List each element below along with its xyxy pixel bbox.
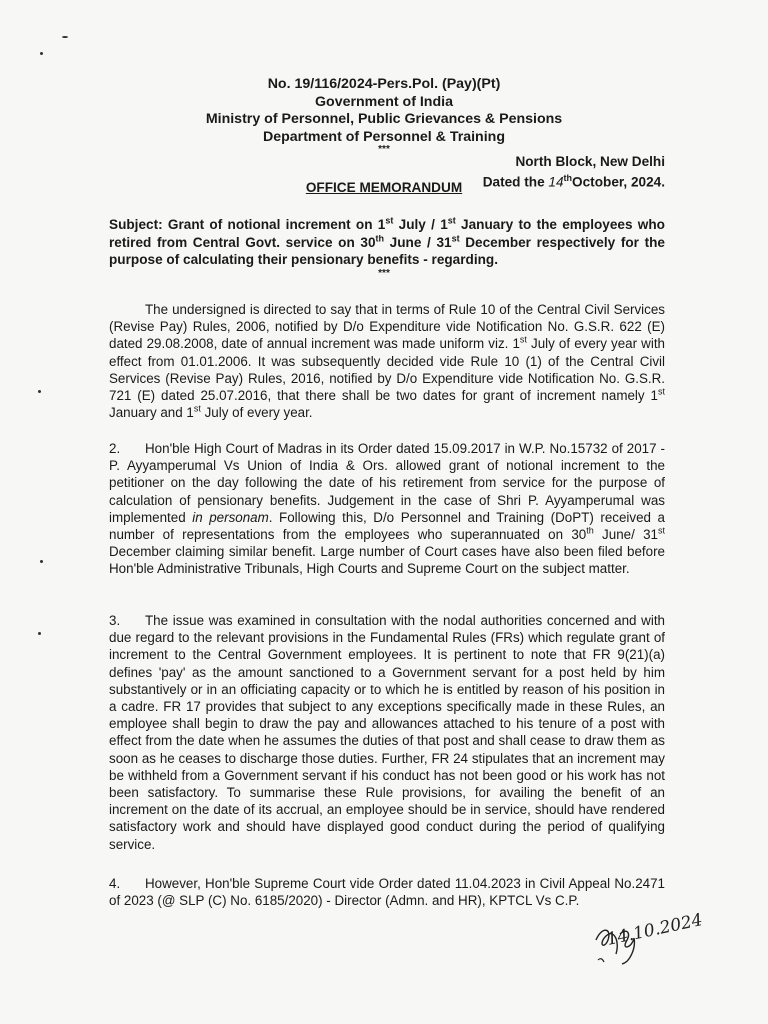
scan-speck <box>62 36 68 38</box>
subject-text: December respectively for the purpose of calculating their pensionary benefits - regarding. <box>109 234 665 267</box>
letterhead <box>0 76 768 154</box>
subject-text: January to the employees who retired from Central Govt. service on 30 <box>109 217 665 250</box>
scan-speck <box>40 52 43 55</box>
dated-suffix: October, 2024. <box>572 174 665 190</box>
para-text: July of every year. <box>200 405 313 421</box>
sup: st <box>447 215 456 226</box>
paragraph-1 <box>109 301 665 421</box>
paragraph-number: 2. <box>109 441 121 456</box>
para-text: The issue was examined in consultation with the nodal authorities concerned and with due regard to the relevant provisions in the Fundamental Rules (FRs) which regulate grant of increment to the Central Government employees. It is pertinent to note that FR 9(21)(a) defines 'pay' as the amount sanctioned to a Government servant for a post held by him substantively or in an officiating capacity or to which he is entitled by reason of his position in a cadre. FR 17 provides that subject to any exceptions specifically made in these Rules, an employee shall begin to draw the pay and allowances attached to his tenure of a post with effect from the date when he assumes the duties of that post and shall cease to draw them as soon as he ceases to discharge those duties. Further, FR 24 stipulates that an increment may be withheld from a Government servant if his conduct has not been good or his work has not been satisfactory. To summarise these Rule provisions, for availing the benefit of an increment on the date of its accrual, an employee should be in service, should have rendered satisfactory work and should have displayed good conduct during the period of qualifying service. <box>109 613 665 852</box>
document-title: OFFICE MEMORANDUM <box>305 180 463 195</box>
para-text: December claiming similar benefit. Large number of Court cases have also been filed before Hon'ble Administrative Tribunals, High Courts and Supreme Court on the subject matter. <box>109 544 665 577</box>
paragraph-4 <box>109 875 665 909</box>
subject-text: June / 31 <box>384 234 452 250</box>
para-text: Hon'ble High Court of Madras in its Order dated 15.09.2017 in W.P. No.15732 of 2017 - P. Ayyamperumal Vs Union of India & Ors. allowed grant of notional increment to the petitioner on the day following the date of his retirement from service for the purpose of calculation of pensionary benefits. Judgement in the case of Shri P. Ayyamperumal was implemented <box>109 441 665 525</box>
paragraph-number: 3. <box>109 613 121 628</box>
scan-speck <box>38 632 41 635</box>
location: North Block, New Delhi <box>515 154 665 169</box>
dated-prefix: Dated the <box>482 174 549 190</box>
para-text: The undersigned is directed to say that in terms of Rule 10 of the Central Civil Services (Revise Pay) Rules, 2006, notified by D/o Expenditure vide Notification No. G.S.R. 622 (E) dated 29.08.2008, date of annual increment was made uniform viz. 1 <box>109 302 665 352</box>
paragraph-3 <box>109 612 665 853</box>
subject-stars: *** <box>378 268 390 279</box>
subject-text: July / 1 <box>393 217 448 232</box>
para-text: January and 1 <box>109 405 194 421</box>
para-italic: in personam <box>192 509 269 525</box>
subject-text: Subject: Grant of notional increment on 1 <box>109 217 386 232</box>
header-stars: *** <box>378 144 390 155</box>
para-text: . Following this, D/o Personnel and Training (DoPT) received a number of representations from the employees who superannuated on 30 <box>109 509 665 543</box>
paragraph-number: 4. <box>109 876 121 891</box>
scan-speck <box>40 560 43 563</box>
sup: st <box>657 525 665 536</box>
subject <box>109 216 665 269</box>
para-text: July of every year with effect from 01.01.2006. It was subsequently decided vide Rule 10 (1) of the Central Civil Services (Revise Pay) Rules, 2016, notified by D/o Expenditure vide Notification No. G.S.R. 721 (E) dated 25.07.2016, that there shall be two dates for grant of increment namely 1 <box>109 336 665 404</box>
handwritten-date: 14.10.2024 <box>604 910 705 950</box>
sup: st <box>519 334 527 345</box>
sup: st <box>451 232 460 243</box>
dated-sup: th <box>563 173 573 183</box>
sup: th <box>375 232 385 243</box>
scan-speck <box>38 390 41 393</box>
sup: th <box>586 525 594 536</box>
para-text: However, Hon'ble Supreme Court vide Order dated 11.04.2023 in Civil Appeal No.2471 of 2023 (@ SLP (C) No. 6185/2020) - Director (Admn. and HR), KPTCL Vs C.P. <box>109 876 665 909</box>
sup: st <box>385 215 394 226</box>
dated-day: 14 <box>548 174 564 190</box>
sup: st <box>193 403 201 414</box>
department-name: Department of Personnel & Training <box>262 128 505 145</box>
para-text: June/ 31 <box>593 527 658 543</box>
paragraph-2 <box>109 440 665 578</box>
government-name: Government of India <box>315 93 453 110</box>
ministry-name: Ministry of Personnel, Public Grievances & Pensions <box>205 111 563 127</box>
file-number: No. 19/116/2024-Pers.Pol. (Pay)(Pt) <box>267 76 501 92</box>
sup: st <box>657 386 665 397</box>
